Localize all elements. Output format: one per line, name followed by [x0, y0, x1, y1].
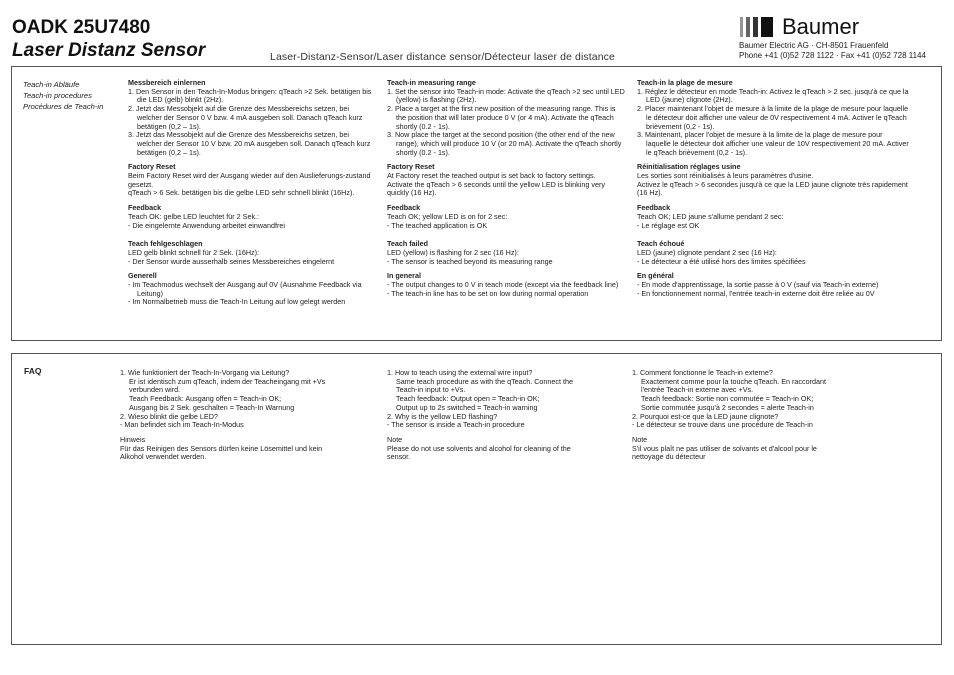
question: 1. Wie funktioniert der Teach-In-Vorgang via Leitung? [120, 368, 290, 377]
section-label [23, 79, 103, 112]
question: 1. Comment fonctionne le Teach-in externe? [632, 368, 773, 377]
paragraph: - The output changes to 0 V in teach mode (except via the feedback line) [387, 280, 619, 290]
note-heading: Note [387, 434, 403, 444]
note-text: S'il vous plaît ne pas utiliser de solvants et d'alcool pour le nettoyage du détecteur [632, 443, 817, 462]
paragraph: Les sorties sont réinitialisés à leurs paramètres d'usine. [637, 171, 814, 181]
teach-in-column-de [128, 79, 373, 307]
paragraph: - Le détecteur a été utilisé hors des limites spécifiées [637, 256, 806, 266]
label-de: Teach-in Abläufe [23, 80, 80, 89]
step: 1. Set the sensor into Teach-in mode: Activate the qTeach >2 sec until LED (yellow) is flashing (2Hz). [387, 86, 625, 105]
faq-column-de [120, 369, 330, 462]
heading: Feedback [387, 203, 421, 213]
paragraph: - The teached application is OK [387, 220, 488, 230]
paragraph: - Le réglage est OK [637, 220, 700, 230]
paragraph: Teach OK; yellow LED is on for 2 sec: [387, 211, 508, 221]
baumer-logo [740, 14, 880, 39]
paragraph: Activez le qTeach > 6 secondes jusqu'à ce que la LED jaune clignote très rapidement (16 Hz). [637, 179, 908, 198]
paragraph: - Die eingelernte Anwendung arbeitet einwandfrei [128, 220, 286, 230]
answer: Teach Feedback: Ausgang offen = Teach-in OK; [129, 394, 282, 404]
heading: Feedback [128, 203, 162, 213]
heading: Teach fehlgeschlagen [128, 239, 203, 249]
question: 2. Why is the yellow LED flashing? [387, 411, 498, 421]
paragraph: LED (yellow) is flashing for 2 sec (16 Hz): [387, 247, 519, 257]
heading: Feedback [637, 203, 671, 213]
answer: Ausgang bis 2 Sek. geschalten = Teach-In Warnung [129, 402, 295, 412]
step: 2. Placer maintenant l'objet de mesure à la limite de la plage de mesure pour laquelle le détecteur doit afficher une valeur de 0V respectivement 4 mA. Activer le qTeach brièvement (0,2 - 1s). [637, 104, 909, 131]
step: 3. Now place the target at the second position (the other end of the new range), which will produce 10 V (or 20 mA). Activate the qTeach shortly shortly (0.2 - 1s). [387, 130, 622, 157]
heading: Réinitialisation réglages usine [637, 162, 741, 172]
heading: Factory Reset [128, 162, 176, 172]
note-heading: Note [632, 434, 648, 444]
company-address: Baumer Electric AG · CH-8501 Frauenfeld [739, 41, 889, 50]
company-phone-fax: Phone +41 (0)52 728 1122 · Fax +41 (0)52 728 1144 [739, 51, 926, 60]
answer: Sortie commutée jusqu'à 2 secondes = alerte Teach-in [641, 402, 814, 412]
heading: Teach failed [387, 239, 429, 249]
question: 2. Pourquoi est-ce que la LED jaune clignote? [632, 411, 779, 421]
teach-in-column-fr [637, 79, 909, 298]
answer: Exactement comme pour la touche qTeach. En raccordant l'entrée Teach-in externe avec +Vs. [641, 376, 826, 395]
paragraph: LED (jaune) clignote pendant 2 sec (16 Hz): [637, 247, 777, 257]
step: 2. Place a target at the first new position of the measuring range. This is the position that will later produce 0 V (or 4 mA). Activate the qTeach shortly (0.2 - 1s). [387, 104, 616, 131]
note-text: Für das Reinigen des Sensors dürfen keine Lösemittel und kein Alkohol verwendet werden. [120, 443, 323, 462]
paragraph: - En mode d'apprentissage, la sortie passe à 0 V (sauf via Teach-in externe) [637, 280, 879, 290]
heading: Teach-in measuring range [387, 78, 476, 87]
product-name-title: Laser Distanz Sensor [12, 40, 206, 61]
paragraph: Teach OK; LED jaune s'allume pendant 2 sec: [637, 211, 784, 221]
question: 2. Wieso blinkt die gelbe LED? [120, 411, 218, 421]
paragraph: - Der Sensor wurde ausserhalb seines Messbereiches eingelernt [128, 256, 335, 266]
label-en: Teach-in procedures [23, 91, 92, 100]
paragraph: - The sensor is teached beyond its measuring range [387, 256, 553, 266]
heading: Teach-in la plage de mesure [637, 78, 733, 87]
faq-column-fr [632, 369, 837, 462]
teach-in-column-en [387, 79, 625, 298]
paragraph: - Im Teachmodus wechselt der Ausgang auf 0V (Ausnahme Feedback via Leitung) [128, 280, 362, 298]
paragraph: Teach OK: gelbe LED leuchtet für 2 Sek.: [128, 211, 260, 221]
product-subtitle: Laser-Distanz-Sensor/Laser distance sensor/Détecteur laser de distance [270, 51, 615, 63]
paragraph: - En fonctionnement normal, l'entrée teach-in externe doit être reliée au 0V [637, 288, 875, 298]
answer: - Man befindet sich im Teach-In-Modus [120, 420, 244, 430]
step: 1. Den Sensor in den Teach-In-Modus bringen: qTeach >2 Sek. betätigen bis die LED (gelb) blinkt (2Hz). [128, 86, 372, 105]
step: 3. Jetzt das Messobjekt auf die Grenze des Messbereichs setzen, bei welcher der Sensor 10 V bzw. 20 mA ausgeben soll. Danach qTeach kurz betätigen (0,2 – 1s). [128, 130, 371, 157]
note-heading: Hinweis [120, 434, 146, 444]
answer: Same teach procedure as with the qTeach. Connect the Teach-in input to +Vs. [396, 376, 573, 395]
heading: In general [387, 271, 421, 281]
paragraph: qTeach > 6 Sek. betätigen bis die gelbe LED sehr schnell blinkt (16Hz). [128, 188, 355, 198]
paragraph: At Factory reset the teached output is set back to factory settings. [387, 171, 596, 181]
answer: Output up to 2s switched = Teach-in warning [396, 402, 538, 412]
paragraph: - The teach-in line has to be set on low during normal operation [387, 288, 589, 298]
brand-name: Baumer [782, 14, 860, 39]
question: 1. How to teach using the external wire input? [387, 368, 533, 377]
answer: Teach feedback: Sortie non commutée = Teach-in OK; [641, 394, 814, 404]
label-fr: Procédures de Teach-in [23, 102, 104, 111]
paragraph: Beim Factory Reset wird der Ausgang wieder auf den Auslieferungs-zustand gesetzt. [128, 171, 371, 189]
paragraph: Activate the qTeach > 6 seconds until the yellow LED is blinking very quickly (16 Hz). [387, 179, 605, 198]
faq-label: FAQ [24, 366, 42, 376]
heading: Messbereich einlernen [128, 78, 206, 87]
step: 3. Maintenant, placer l'objet de mesure à la limite de la plage de mesure pour laquelle le détecteur doit afficher une valeur de 10V respectivement 20 mA. Activer le qTeach brièvement (0,2 - 1s). [637, 130, 909, 157]
step: 2. Jetzt das Messobjekt auf die Grenze des Messbereichs setzen, bei welcher der Sensor 0 V bzw. 4 mA ausgeben soll. Danach qTeach kurz betätigen (0,2 – 1s). [128, 104, 363, 131]
product-code-title: OADK 25U7480 [12, 17, 151, 38]
heading: En général [637, 271, 674, 281]
answer: Teach feedback: Output open = Teach-in OK; [396, 394, 540, 404]
paragraph: LED gelb blinkt schnell für 2 Sek. (16Hz): [128, 247, 260, 257]
step: 1. Réglez le détecteur en mode Teach-in: Activez le qTeach > 2 sec. jusqu'à ce que la LED (jaune) clignote (2Hz). [637, 86, 909, 105]
heading: Teach échoué [637, 239, 685, 249]
note-text: Please do not use solvents and alcohol for cleaning of the sensor. [387, 443, 571, 462]
heading: Generell [128, 271, 157, 281]
answer: - Le détecteur se trouve dans une procédure de Teach-in [632, 420, 813, 430]
faq-column-en [387, 369, 582, 462]
answer: - The sensor is inside a Teach-in procedure [387, 420, 525, 430]
answer: Er ist identisch zum qTeach, indem der Teacheingang mit +Vs verbunden wird. [129, 376, 326, 395]
heading: Factory Reset [387, 162, 435, 172]
paragraph: - Im Normalbetrieb muss die Teach-In Leitung auf low gelegt werden [128, 297, 346, 307]
